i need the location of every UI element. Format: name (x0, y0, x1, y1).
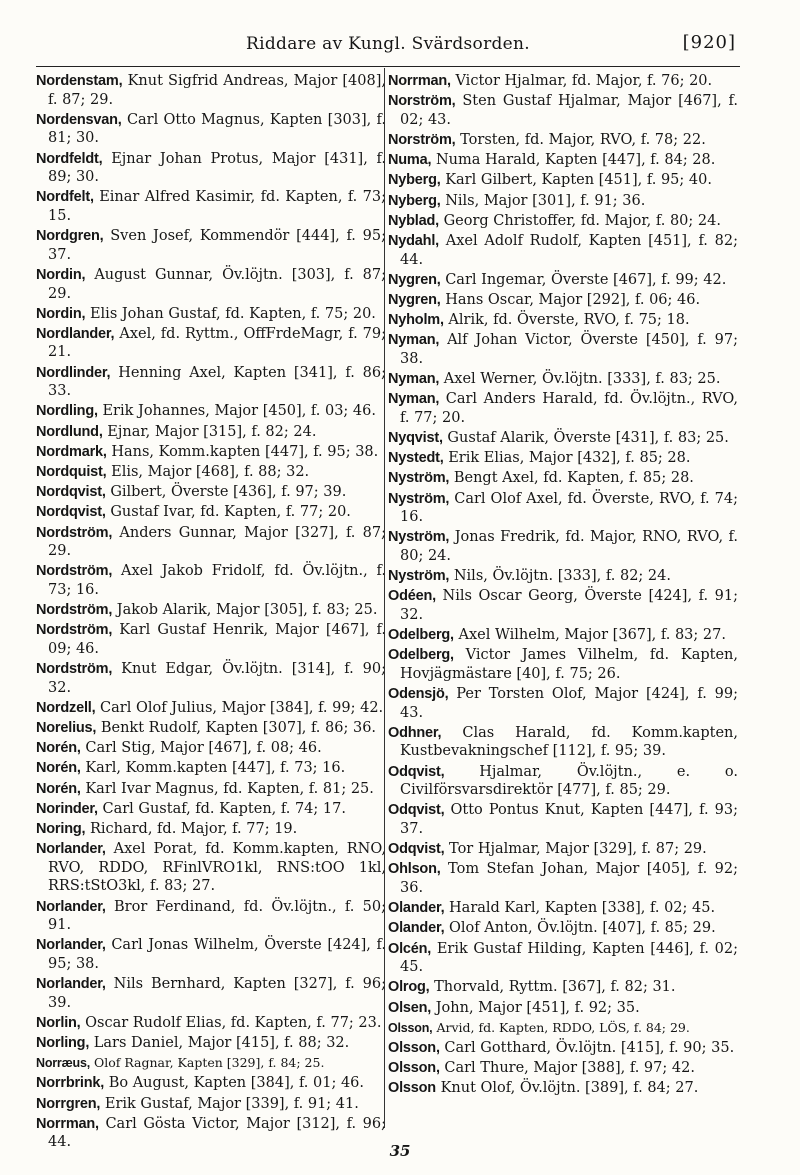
entry-details: Jonas Fredrik, fd. Major, RNO, RVO, f. 80; 24. (400, 529, 738, 564)
entry-surname: Olander, (388, 920, 445, 937)
register-entry (36, 719, 386, 738)
entry-details: Carl Ingemar, Överste [467], f. 99; 42. (445, 271, 727, 288)
entry-surname: Nyström, (388, 470, 450, 487)
entry-details: Georg Christoffer, fd. Major, f. 80; 24. (443, 212, 721, 229)
register-entry (36, 150, 386, 187)
entry-details: Gustaf Alarik, Överste [431], f. 83; 25. (447, 430, 729, 446)
register-entry (388, 131, 738, 150)
entry-surname: Norlin, (36, 1014, 81, 1031)
entry-surname: Olsson, (388, 1060, 440, 1077)
register-entry (388, 469, 738, 488)
entry-surname: Nyman, (388, 391, 440, 408)
register-entry (388, 567, 738, 586)
register-entry (36, 483, 386, 502)
entry-details: Erik Johannes, Major [450], f. 03; 46. (102, 403, 376, 420)
entry-details: Axel Werner, Öv.löjtn. [333], f. 83; 25. (443, 371, 721, 388)
entry-surname: Numa, (388, 152, 432, 169)
register-entry (36, 111, 386, 148)
entry-surname: Nordlander, (36, 325, 115, 342)
entry-surname: Norén, (36, 740, 81, 757)
entry-details: Axel, fd. Ryttm., OffFrdeMagr, f. 79; 21. (48, 325, 386, 361)
entry-surname: Norlander, (36, 898, 106, 915)
entry-surname: Olsson, (388, 1020, 433, 1035)
entry-surname: Nordström, (36, 661, 113, 678)
entry-details: Karl Ivar Magnus, fd. Kapten, f. 81; 25. (85, 780, 374, 797)
register-entry (388, 1039, 738, 1058)
entry-surname: Nyholm, (388, 312, 444, 329)
entry-surname: Odéen, (388, 588, 436, 605)
entry-details: Anders Gunnar, Major [327], f. 87; 29. (48, 524, 387, 560)
entry-details: Alf Johan Victor, Överste [450], f. 97; 38. (400, 332, 739, 367)
entry-details: Erik Gustaf, Major [339], f. 91; 41. (104, 1095, 359, 1112)
entry-details: Erik Elias, Major [432], f. 85; 28. (448, 450, 691, 467)
entry-surname: Olcén, (388, 940, 432, 957)
entry-surname: Nordin, (36, 266, 86, 283)
entry-surname: Ohlson, (388, 861, 441, 878)
entry-surname: Odhner, (388, 724, 442, 741)
entry-details: Tor Hjalmar, Major [329], f. 87; 29. (449, 841, 707, 858)
entry-details: Richard, fd. Major, f. 77; 19. (89, 821, 298, 837)
entry-details: Ejnar, Major [315], f. 82; 24. (107, 423, 317, 440)
entry-surname: Nygren, (388, 291, 441, 308)
entry-details: Tom Stefan Johan, Major [405], f. 92; 36. (400, 861, 739, 896)
entry-surname: Nyman, (388, 371, 440, 388)
register-entry (388, 528, 738, 565)
register-entry (388, 291, 738, 310)
entry-details: Elis Johan Gustaf, fd. Kapten, f. 75; 20. (89, 305, 376, 322)
entry-details: Victor James Vilhelm, fd. Kapten, Hovjägmästare [40], f. 75; 26. (400, 647, 738, 682)
entry-surname: Nyberg, (388, 172, 441, 189)
entry-details: Hans Oscar, Major [292], f. 06; 46. (445, 291, 701, 308)
entry-details: Carl Gustaf, fd. Kapten, f. 74; 17. (102, 800, 346, 817)
entry-details: Clas Harald, fd. Komm.kapten, Kustbevakningschef [112], f. 95; 39. (400, 724, 738, 760)
entry-details: Carl Gotthard, Öv.löjtn. [415], f. 90; 35. (444, 1039, 735, 1056)
entry-details: Hjalmar, Öv.löjtn., e. o. Civilförsvarsdirektör [477], f. 85; 29. (400, 763, 738, 799)
register-entry (36, 759, 386, 778)
register-entry (388, 212, 738, 231)
register-entry (388, 724, 738, 761)
register-entry (36, 1074, 386, 1093)
register-entry (36, 975, 386, 1012)
register-entry (36, 402, 386, 421)
entry-details: Karl Gustaf Henrik, Major [467], f. 09; 46. (48, 622, 387, 657)
entry-details: Axel Adolf Rudolf, Kapten [451], f. 82; 44. (400, 232, 739, 268)
entry-details: Thorvald, Ryttm. [367], f. 82; 31. (434, 979, 676, 996)
register-entry (388, 919, 738, 938)
page-number: 35 (389, 1142, 411, 1160)
entry-surname: Olsen, (388, 999, 432, 1016)
register-entry (388, 92, 738, 129)
entry-details: Carl Olof Axel, fd. Överste, RVO, f. 74; 16. (400, 490, 738, 526)
entry-details: August Gunnar, Öv.löjtn. [303], f. 87; 29. (48, 266, 387, 302)
entry-surname: Odelberg, (388, 627, 454, 644)
register-entry (388, 1019, 738, 1038)
entry-surname: Norén, (36, 780, 81, 797)
register-entry (388, 840, 738, 859)
entry-surname: Norrman, (36, 1115, 99, 1132)
entry-surname: Nyström, (388, 529, 450, 546)
entry-details: Benkt Rudolf, Kapten [307], f. 86; 36. (100, 720, 377, 737)
entry-surname: Nordström, (36, 524, 113, 541)
entry-surname: Odqvist, (388, 802, 445, 819)
entry-details: Oscar Rudolf Elias, fd. Kapten, f. 77; 23. (85, 1014, 382, 1031)
entry-surname: Nordström, (36, 563, 113, 580)
register-entry (36, 660, 386, 697)
register-entry (36, 780, 386, 799)
entry-surname: Norrbrink, (36, 1075, 105, 1092)
entry-surname: Norlander, (36, 841, 106, 858)
entry-details: Einar Alfred Kasimir, fd. Kapten, f. 73; 15. (48, 189, 386, 224)
entry-details: Knut Edgar, Öv.löjtn. [314], f. 90; 32. (48, 661, 387, 696)
entry-details: Hans, Komm.kapten [447], f. 95; 38. (111, 443, 379, 460)
register-entry (36, 562, 386, 599)
entry-surname: Odqvist, (388, 763, 445, 780)
entry-surname: Odqvist, (388, 841, 445, 858)
entry-details: Carl Otto Magnus, Kapten [303], f. 81; 30. (48, 111, 386, 147)
register-entry (36, 800, 386, 819)
entry-details: Karl, Komm.kapten [447], f. 73; 16. (85, 760, 346, 777)
entry-surname: Nordfeldt, (36, 150, 103, 167)
register-entry (388, 271, 738, 290)
register-entry (36, 423, 386, 442)
entry-details: Knut Sigfrid Andreas, Major [408], f. 87; 29. (48, 73, 386, 108)
register-entry (36, 305, 386, 324)
register-entry (388, 860, 738, 897)
register-entry (388, 1079, 738, 1098)
entry-details: Olof Anton, Öv.löjtn. [407], f. 85; 29. (449, 920, 716, 937)
register-entry (36, 1054, 386, 1073)
entry-surname: Norrman, (388, 73, 451, 89)
register-entry (388, 685, 738, 722)
register-entry (36, 188, 386, 225)
register-entry (36, 1034, 386, 1053)
register-entry (388, 801, 738, 838)
entry-details: Carl Stig, Major [467], f. 08; 46. (85, 740, 322, 757)
entry-details: Erik Gustaf Hilding, Kapten [446], f. 02; 45. (400, 940, 739, 976)
entry-details: Bengt Axel, fd. Kapten, f. 85; 28. (453, 470, 694, 487)
register-entry (388, 370, 738, 389)
entry-details: Axel Jakob Fridolf, fd. Öv.löjtn., f. 73; 16. (48, 563, 386, 598)
entry-surname: Norræus, (36, 1056, 90, 1071)
entry-details: Nils Oscar Georg, Överste [424], f. 91; 32. (400, 588, 739, 623)
register-entry (388, 72, 738, 91)
entry-details: Sven Josef, Kommendör [444], f. 95; 37. (48, 228, 387, 263)
entry-details: Nils Bernhard, Kapten [327], f. 96; 39. (48, 976, 387, 1011)
register-entry (388, 390, 738, 427)
entry-surname: Nyström, (388, 490, 450, 507)
register-entry (388, 899, 738, 918)
register-entry (36, 739, 386, 758)
entry-surname: Nordqvist, (36, 484, 106, 501)
register-entry (36, 840, 386, 896)
entry-details: Karl Gilbert, Kapten [451], f. 95; 40. (445, 172, 712, 189)
register-entry (388, 626, 738, 645)
entry-surname: Olander, (388, 900, 445, 917)
register-entry (36, 364, 386, 401)
page-reference-number: [920] (682, 32, 736, 53)
register-entry (36, 936, 386, 973)
register-entry (388, 978, 738, 997)
entry-surname: Odensjö, (388, 686, 449, 703)
entry-surname: Odelberg, (388, 647, 454, 664)
register-entry (36, 266, 386, 303)
entry-surname: Nygren, (388, 271, 441, 288)
entry-details: Carl Thure, Major [388], f. 97; 42. (444, 1060, 695, 1077)
entry-details: Victor Hjalmar, fd. Major, f. 76; 20. (455, 73, 713, 89)
column-divider (384, 68, 385, 1128)
entry-surname: Nyman, (388, 332, 440, 349)
entry-surname: Norlander, (36, 976, 106, 993)
entry-surname: Nyqvist, (388, 430, 443, 446)
entry-surname: Nordzell, (36, 699, 96, 716)
entry-surname: Nordling, (36, 403, 98, 420)
register-entry (388, 999, 738, 1018)
register-entry (388, 449, 738, 468)
register-entry (388, 429, 738, 448)
entry-surname: Olsson, (388, 1039, 440, 1056)
register-entry (36, 1014, 386, 1033)
register-entry (388, 171, 738, 190)
entry-details: Numa Harald, Kapten [447], f. 84; 28. (435, 152, 716, 169)
register-entry (36, 463, 386, 482)
entry-details: Sten Gustaf Hjalmar, Major [467], f. 02; 43. (400, 93, 738, 128)
register-entry (388, 940, 738, 977)
entry-surname: Norrgren, (36, 1095, 101, 1112)
entry-surname: Nordenstam, (36, 73, 123, 89)
entry-surname: Nordqvist, (36, 504, 106, 521)
entry-surname: Norström, (388, 131, 456, 148)
register-entry (36, 1095, 386, 1114)
entry-details: John, Major [451], f. 92; 35. (435, 999, 640, 1016)
register-entry (36, 503, 386, 522)
entry-surname: Nordström, (36, 602, 113, 619)
register-entry (36, 898, 386, 935)
entry-surname: Nyström, (388, 568, 450, 585)
entry-surname: Olsson (388, 1080, 436, 1097)
register-entry (388, 490, 738, 527)
register-entry (388, 311, 738, 330)
register-entry (36, 820, 386, 839)
entry-details: Gustaf Ivar, fd. Kapten, f. 77; 20. (110, 504, 351, 521)
entry-surname: Noring, (36, 821, 86, 837)
register-entry (388, 151, 738, 170)
page-title: Riddare av Kungl. Svärdsorden. (246, 34, 530, 54)
entry-details: Henning Axel, Kapten [341], f. 86; 33. (48, 364, 386, 400)
register-entry (36, 325, 386, 362)
register-entry (36, 621, 386, 658)
left-column (36, 72, 386, 1154)
register-entry (36, 524, 386, 561)
entry-details: Ejnar Johan Protus, Major [431], f. 89; 30. (48, 150, 387, 186)
entry-details: Bror Ferdinand, fd. Öv.löjtn., f. 50; 91. (48, 898, 386, 934)
entry-details: Torsten, fd. Major, RVO, f. 78; 22. (460, 131, 706, 148)
entry-surname: Nystedt, (388, 450, 444, 467)
register-entry (36, 699, 386, 718)
entry-details: Jakob Alarik, Major [305], f. 83; 25. (116, 602, 378, 619)
register-entry (36, 72, 386, 109)
register-entry (388, 232, 738, 269)
entry-surname: Nyberg, (388, 192, 441, 209)
entry-details: Harald Karl, Kapten [338], f. 02; 45. (449, 900, 716, 917)
entry-surname: Norling, (36, 1035, 90, 1052)
entry-surname: Olrog, (388, 979, 430, 996)
entry-details: Gilbert, Överste [436], f. 97; 39. (110, 484, 347, 501)
register-entry (388, 192, 738, 211)
entry-surname: Nordgren, (36, 228, 104, 245)
entry-details: Carl Olof Julius, Major [384], f. 99; 42. (100, 699, 384, 716)
right-column (388, 72, 738, 1099)
register-entry (388, 646, 738, 683)
entry-details: Carl Jonas Wilhelm, Överste [424], f. 95; 38. (48, 937, 386, 972)
entry-details: Olof Ragnar, Kapten [329], f. 84; 25. (93, 1055, 325, 1071)
register-entry (388, 763, 738, 800)
entry-surname: Nyblad, (388, 212, 439, 229)
entry-details: Axel Porat, fd. Komm.kapten, RNO, RVO, RDDO, RFinlVRO1kl, RNS:tOO 1kl, RRS:tStO3kl, f. 83; 27. (48, 841, 387, 895)
entry-details: Nils, Öv.löjtn. [333], f. 82; 24. (453, 568, 671, 585)
entry-details: Nils, Major [301], f. 91; 36. (445, 192, 646, 209)
entry-details: Axel Wilhelm, Major [367], f. 83; 27. (458, 627, 726, 644)
page-header (36, 30, 740, 67)
register-entry (388, 587, 738, 624)
register-entry (388, 1059, 738, 1078)
entry-surname: Nordlund, (36, 423, 103, 440)
entry-surname: Norström, (388, 93, 456, 110)
register-entry (36, 443, 386, 462)
entry-details: Elis, Major [468], f. 88; 32. (111, 464, 310, 480)
entry-surname: Norelius, (36, 720, 97, 737)
entry-details: Alrik, fd. Överste, RVO, f. 75; 18. (448, 312, 690, 329)
register-entry (36, 601, 386, 620)
register-entry (36, 227, 386, 264)
entry-surname: Nordquist, (36, 464, 107, 480)
entry-surname: Nordström, (36, 622, 113, 639)
entry-details: Bo August, Kapten [384], f. 01; 46. (108, 1075, 365, 1092)
entry-surname: Norén, (36, 760, 81, 777)
entry-details: Lars Daniel, Major [415], f. 88; 32. (93, 1035, 350, 1052)
entry-details: Per Torsten Olof, Major [424], f. 99; 43. (400, 686, 738, 721)
register-entry (388, 331, 738, 368)
entry-surname: Norlander, (36, 937, 106, 954)
entry-details: Otto Pontus Knut, Kapten [447], f. 93; 37. (400, 802, 738, 837)
entry-surname: Nordmark, (36, 443, 107, 460)
entry-surname: Nordfelt, (36, 189, 94, 206)
entry-surname: Nydahl, (388, 232, 439, 249)
entry-surname: Norinder, (36, 800, 98, 817)
entry-details: Knut Olof, Öv.löjtn. [389], f. 84; 27. (440, 1080, 699, 1097)
entry-details: Carl Gösta Victor, Major [312], f. 96; 44. (48, 1115, 387, 1151)
entry-surname: Nordensvan, (36, 111, 122, 128)
entry-details: Carl Anders Harald, fd. Öv.löjtn., RVO, f. 77; 20. (400, 391, 739, 426)
entry-details: Arvid, fd. Kapten, RDDO, LÖS, f. 84; 29. (436, 1019, 690, 1035)
entry-surname: Nordin, (36, 305, 86, 322)
entry-surname: Nordlinder, (36, 364, 111, 381)
